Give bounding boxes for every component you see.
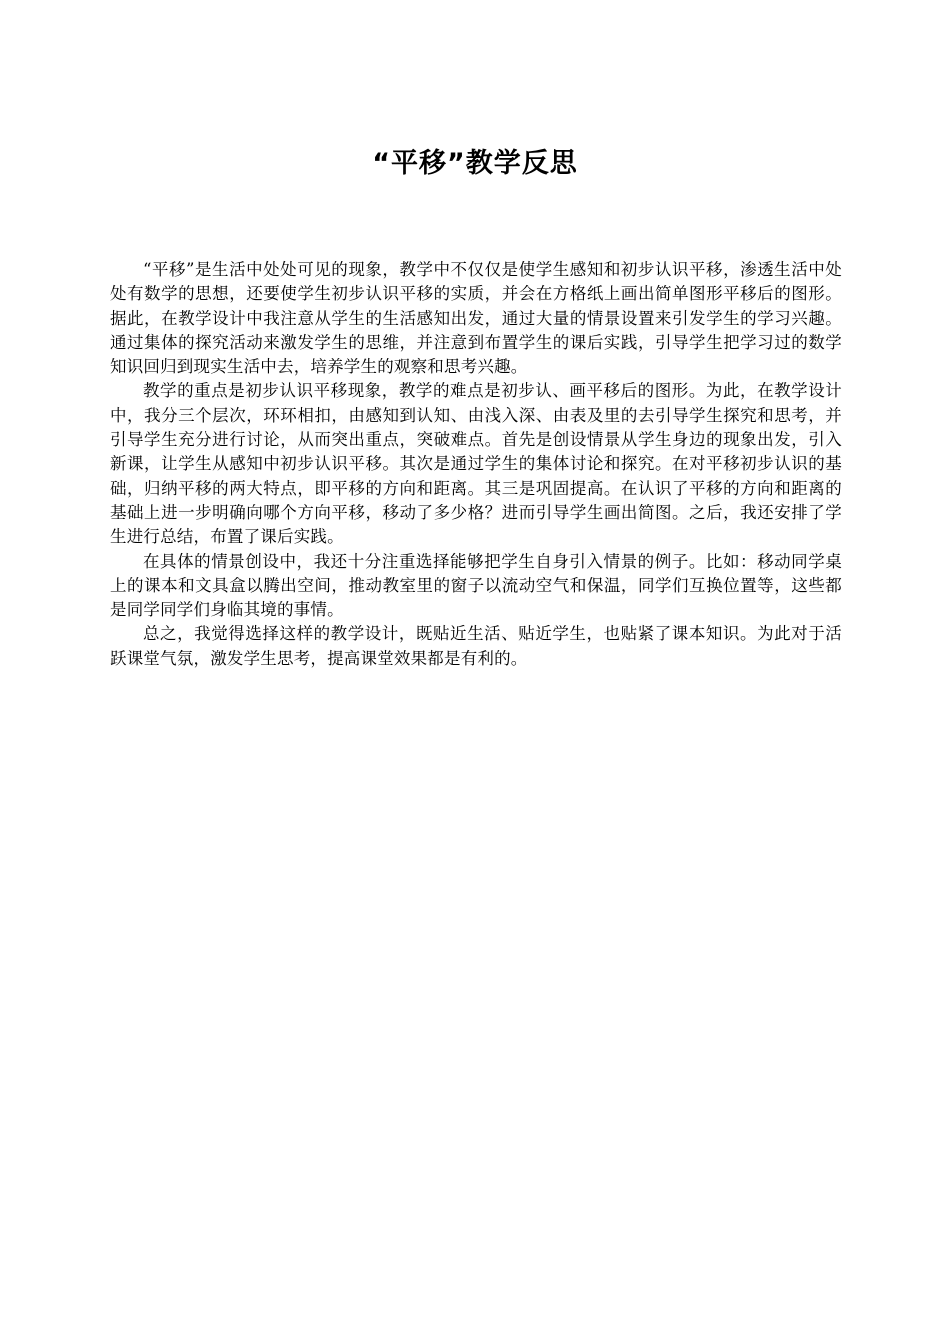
document-body [110, 258, 842, 671]
paragraph-1: “平移”是生活中处处可见的现象，教学中不仅仅是使学生感知和初步认识平移，渗透生活中处处有数学的思想，还要使学生初步认识平移的实质，并会在方格纸上画出简单图形平移后的图形。据此，在教学设计中我注意从学生的生活感知出发，通过大量的情景设置来引发学生的学习兴趣。通过集体的探究活动来激发学生的思维，并注意到布置学生的课后实践，引导学生把学习过的数学知识回归到现实生活中去，培养学生的观察和思考兴趣。 [110, 260, 842, 377]
paragraph-2: 教学的重点是初步认识平移现象，教学的难点是初步认、画平移后的图形。为此，在教学设计中，我分三个层次，环环相扣，由感知到认知、由浅入深、由表及里的去引导学生探究和思考，并引导学生充分进行讨论，从而突出重点，突破难点。首先是创设情景从学生身边的现象出发，引入新课，让学生从感知中初步认识平移。其次是通过学生的集体讨论和探究。在对平移初步认识的基础，归纳平移的两大特点，即平移的方向和距离。其三是巩固提高。在认识了平移的方向和距离的基础上进一步明确向哪个方向平移，移动了多少格？进而引导学生画出简图。之后，我还安排了学生进行总结，布置了课后实践。 [110, 381, 842, 547]
page-title: “平移”教学反思 [372, 148, 578, 179]
paragraph-3: 在具体的情景创设中，我还十分注重选择能够把学生自身引入情景的例子。比如：移动同学桌上的课本和文具盒以腾出空间，推动教室里的窗子以流动空气和保温，同学们互换位置等，这些都是同学同学们身临其境的事情。 [110, 551, 842, 620]
paragraph-4: 总之，我觉得选择这样的教学设计，既贴近生活、贴近学生，也贴紧了课本知识。为此对于活跃课堂气氛，激发学生思考，提高课堂效果都是有利的。 [110, 624, 842, 668]
